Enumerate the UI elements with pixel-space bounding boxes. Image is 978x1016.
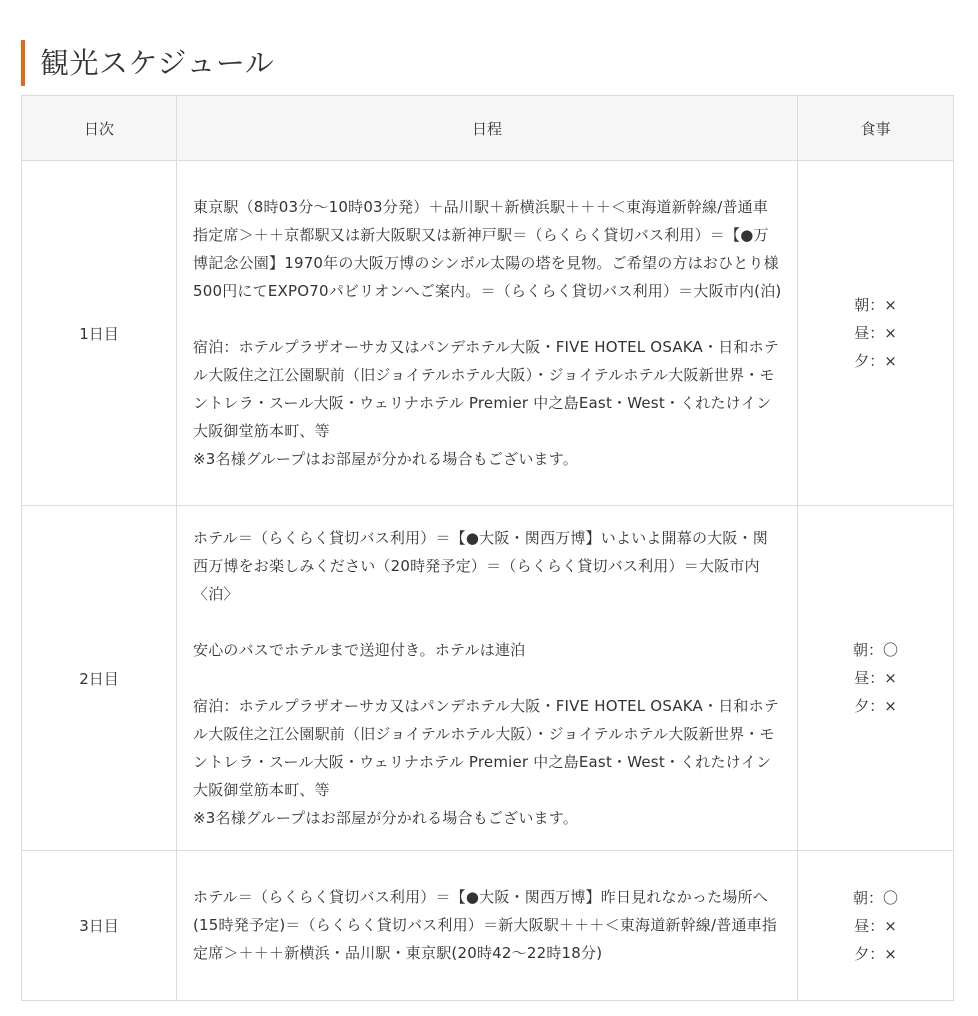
itinerary-paragraph: 宿泊：ホテルプラザオーサカ又はパンデホテル大阪・FIVE HOTEL OSAKA・日和ホテル大阪住之江公園駅前（旧ジョイテルホテル大阪）・ジョイテルホテル大阪新世界・モントレラ・スール大阪・ウェリナホテル Premier 中之島East・West・くれたけイン大阪御堂筋本町、等 ※3名様グループはお部屋が分かれる場合もございます。 [193,337,780,468]
meal-breakfast: 朝：〇 [852,888,898,907]
itinerary-cell [177,161,798,506]
itinerary-cell [177,506,798,851]
day-cell: 3日目 [22,851,177,1001]
table-row [22,851,954,1001]
table-row [22,161,954,506]
day-cell: 2日目 [22,506,177,851]
itinerary-paragraph: ホテル＝（らくらく貸切バス利用）＝【●大阪・関西万博】いよいよ開幕の大阪・関西万博をお楽しみください（20時発予定）＝（らくらく貸切バス利用）＝大阪市内 〈泊〉 [193,528,775,603]
meal-breakfast: 朝：× [854,296,897,314]
meal-lunch: 昼：× [854,669,897,687]
itinerary-paragraph: ホテル＝（らくらく貸切バス利用）＝【●大阪・関西万博】昨日見れなかった場所へ(15時発予定)＝（らくらく貸切バス利用）＝新大阪駅＋＋＋＜東海道新幹線/普通車指定席＞＋＋＋新横浜・品川駅・東京駅(20時42～22時18分) [193,888,778,962]
meal-lunch: 昼：× [854,324,897,342]
meal-dinner: 夕：× [854,352,897,370]
table-header-row [22,96,954,161]
meals-cell [798,851,954,1001]
day-cell: 1日目 [22,161,177,506]
itinerary-paragraph: 東京駅（8時03分～10時03分発）＋品川駅＋新横浜駅＋＋＋＜東海道新幹線/普通車指定席＞＋＋京都駅又は新大阪駅又は新神戸駅＝（らくらく貸切バス利用）＝【●万博記念公園】1970年の大阪万博のシンボル太陽の塔を見物。ご希望の方はおひとり様500円にてEXPO70パビリオンへご案内。＝（らくらく貸切バス利用）＝大阪市内(泊) [193,197,782,300]
itinerary-paragraph: 安心のバスでホテルまで送迎付き。ホテルは連泊 [193,640,526,659]
meals-cell [798,161,954,506]
header-day: 日次 [22,96,177,161]
meals-cell [798,506,954,851]
schedule-table [21,95,954,1001]
meal-dinner: 夕：× [854,697,897,715]
meal-breakfast: 朝：〇 [852,641,898,659]
table-row [22,506,954,851]
itinerary-cell [177,851,798,1001]
itinerary-paragraph: 宿泊：ホテルプラザオーサカ又はパンデホテル大阪・FIVE HOTEL OSAKA・日和ホテル大阪住之江公園駅前（旧ジョイテルホテル大阪）・ジョイテルホテル大阪新世界・モントレラ・スール大阪・ウェリナホテル Premier 中之島East・West・くれたけイン大阪御堂筋本町、等 ※3名様グループはお部屋が分かれる場合もございます。 [193,696,780,827]
meal-lunch: 昼：× [854,916,897,935]
header-itinerary: 日程 [177,96,798,161]
header-meals: 食事 [798,96,954,161]
meal-dinner: 夕：× [854,944,897,963]
page-title: 観光スケジュール [21,40,274,86]
